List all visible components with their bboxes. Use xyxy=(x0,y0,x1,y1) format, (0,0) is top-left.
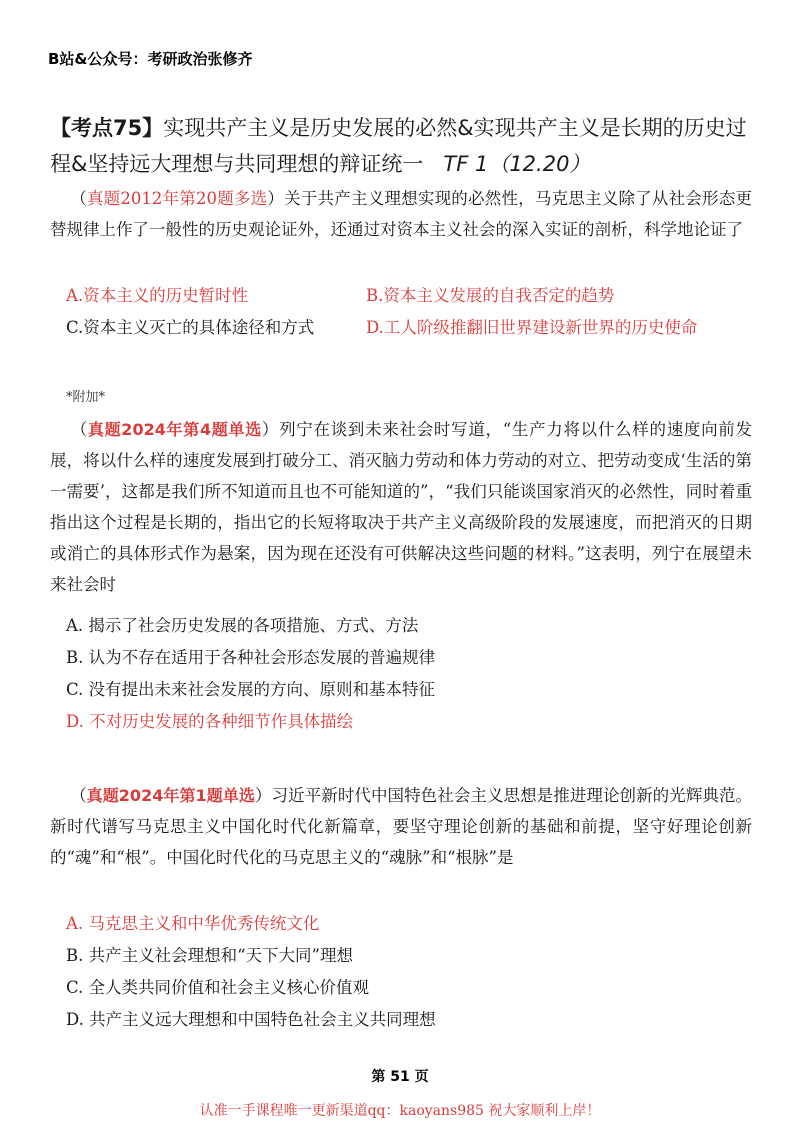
q2-open-paren: （ xyxy=(70,420,88,439)
q3-option-a: A. 马克思主义和中华优秀传统文化 xyxy=(66,914,320,933)
footer-notice: 认准一手课程唯一更新渠道qq：kaoyans985 祝大家顺利上岸！ xyxy=(199,1103,601,1119)
q3-option-d: D. 共产主义远大理想和中国特色社会主义共同理想 xyxy=(66,1010,436,1029)
q2-option-b: B. 认为不存在适用于各种社会形态发展的普遍规律 xyxy=(66,648,436,667)
q1-option-c: C.资本主义灭亡的具体途径和方式 xyxy=(66,318,315,337)
question-3 xyxy=(50,780,752,873)
topic-title xyxy=(50,110,755,182)
q2-option-d: D. 不对历史发展的各种细节作具体描绘 xyxy=(66,712,354,731)
q2-option-a: A. 揭示了社会历史发展的各项措施、方式、方法 xyxy=(66,616,419,635)
source-header: B站&公众号：考研政治张修齐 xyxy=(48,50,253,68)
q3-close-paren: ） xyxy=(254,786,272,805)
q1-option-a: A.资本主义的历史暂时性 xyxy=(66,286,249,305)
q2-close-paren: ） xyxy=(261,420,280,439)
question-1 xyxy=(50,183,752,245)
topic-text: 实现共产主义是历史发展的必然&实现共产主义是长期的历史过程&坚持远大理想与共同理想的辩证统一 xyxy=(50,116,747,176)
topic-badge: 【考点75】 xyxy=(50,116,164,140)
q1-source: 真题2012年第20题多选 xyxy=(86,189,268,208)
q3-option-b: B. 共产主义社会理想和“天下大同”理想 xyxy=(66,946,353,965)
q3-open-paren: （ xyxy=(70,786,87,805)
q2-source: 真题2024年第4题单选 xyxy=(87,420,262,439)
q2-stem: 列宁在谈到未来社会时写道，“生产力将以什么样的速度向前发展，将以什么样的速度发展到打破分工、消灭脑力劳动和体力劳动的对立、把劳动变成‘生活的第一需要’，这都是我们所不知道而且也不可能知道的”，“我们只能谈国家消灭的必然性，同时着重指出这个过程是长期的，指出它的长短将取决于共产主义高级阶段的发展速度，而把消灭的日期或消亡的具体形式作为悬案，因为现在还没有可供解决这些问题的材料。”这表明，列宁在展望未来社会时 xyxy=(50,420,753,594)
q1-stem: 关于共产主义理想实现的必然性，马克思主义除了从社会形态更替规律上作了一般性的历史观论证外，还通过对资本主义社会的深入实证的剖析，科学地论证了 xyxy=(50,189,752,239)
q1-option-d: D.工人阶级推翻旧世界建设新世界的历史使命 xyxy=(366,318,698,337)
q2-option-c: C. 没有提出未来社会发展的方向、原则和基本特征 xyxy=(66,680,436,699)
q3-stem: 习近平新时代中国特色社会主义思想是推进理论创新的光辉典范。新时代谱写马克思主义中国化时代化新篇章，要坚守理论创新的基础和前提，坚守好理论创新的“魂”和“根”。中国化时代化的马克思主义的“魂脉”和“根脉”是 xyxy=(50,786,753,867)
q3-source: 真题2024年第1题单选 xyxy=(86,786,255,805)
q3-option-c: C. 全人类共同价值和社会主义核心价值观 xyxy=(66,978,370,997)
question-2 xyxy=(50,414,752,600)
q1-close-paren: ） xyxy=(267,189,285,208)
appendix-label: *附加* xyxy=(66,390,106,405)
q1-option-b: B.资本主义发展的自我否定的趋势 xyxy=(366,286,615,305)
topic-frequency: TF 1（12.20） xyxy=(443,152,591,176)
page-number: 第 51 页 xyxy=(371,1069,429,1085)
q1-open-paren: （ xyxy=(70,189,87,208)
